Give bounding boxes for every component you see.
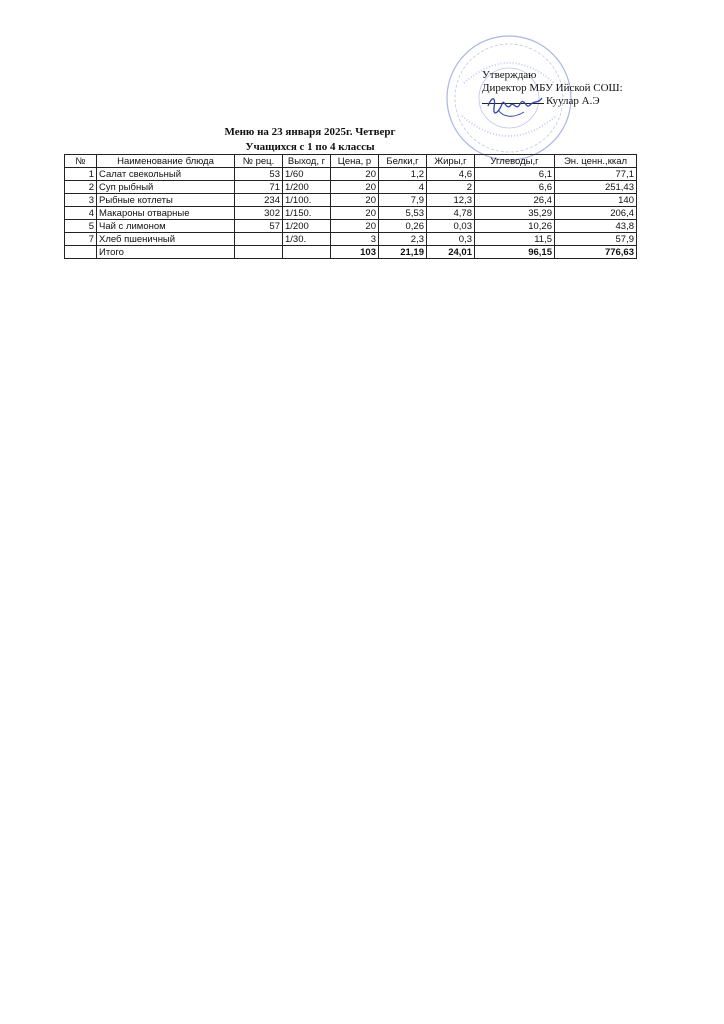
cell-empty	[65, 246, 97, 259]
cell-protein: 0,26	[379, 220, 427, 233]
cell-fat: 0,3	[427, 233, 475, 246]
cell-energy: 77,1	[555, 168, 637, 181]
cell-yield: 1/60	[283, 168, 331, 181]
table-row	[65, 220, 637, 233]
cell-energy: 140	[555, 194, 637, 207]
cell-price: 3	[331, 233, 379, 246]
title-audience: Учащихся с 1 по 4 классы	[245, 141, 375, 153]
cell-dish: Чай с лимоном	[97, 220, 235, 233]
cell-yield: 1/200	[283, 220, 331, 233]
cell-recipe: 53	[235, 168, 283, 181]
cell-price: 20	[331, 220, 379, 233]
cell-fat: 12,3	[427, 194, 475, 207]
cell-energy: 43,8	[555, 220, 637, 233]
cell-carbs: 35,29	[475, 207, 555, 220]
cell-empty	[283, 246, 331, 259]
col-header-recipe: № рец.	[235, 155, 283, 168]
table-row	[65, 168, 637, 181]
approval-position: Директор МБУ Ийской СОШ:	[482, 81, 623, 94]
cell-price: 20	[331, 194, 379, 207]
cell-dish: Рыбные котлеты	[97, 194, 235, 207]
cell-energy: 251,43	[555, 181, 637, 194]
menu-table	[64, 154, 637, 259]
table-header-row	[65, 155, 637, 168]
cell-fat: 2	[427, 181, 475, 194]
cell-total-fat: 24,01	[427, 246, 475, 259]
cell-yield: 1/150.	[283, 207, 331, 220]
cell-number: 4	[65, 207, 97, 220]
cell-protein: 5,53	[379, 207, 427, 220]
cell-energy: 57,9	[555, 233, 637, 246]
cell-recipe: 302	[235, 207, 283, 220]
cell-yield: 1/30.	[283, 233, 331, 246]
cell-total-energy: 776,63	[555, 246, 637, 259]
cell-carbs: 6,1	[475, 168, 555, 181]
cell-recipe: 57	[235, 220, 283, 233]
cell-dish: Макароны отварные	[97, 207, 235, 220]
cell-fat: 4,78	[427, 207, 475, 220]
approval-signatory-name: Куулар А.Э	[546, 95, 600, 107]
cell-carbs: 11,5	[475, 233, 555, 246]
table-row	[65, 233, 637, 246]
cell-fat: 4,6	[427, 168, 475, 181]
cell-price: 20	[331, 181, 379, 194]
col-header-protein: Белки,г	[379, 155, 427, 168]
cell-number: 7	[65, 233, 97, 246]
col-header-yield: Выход, г	[283, 155, 331, 168]
cell-protein: 1,2	[379, 168, 427, 181]
cell-carbs: 10,26	[475, 220, 555, 233]
cell-yield: 1/100.	[283, 194, 331, 207]
col-header-fat: Жиры,г	[427, 155, 475, 168]
cell-yield: 1/200	[283, 181, 331, 194]
cell-total-carbs: 96,15	[475, 246, 555, 259]
col-header-carbs: Углеводы,г	[475, 155, 555, 168]
cell-protein: 7,9	[379, 194, 427, 207]
cell-carbs: 26,4	[475, 194, 555, 207]
cell-recipe	[235, 233, 283, 246]
cell-number: 1	[65, 168, 97, 181]
approval-heading: Утверждаю	[482, 69, 537, 81]
cell-dish: Суп рыбный	[97, 181, 235, 194]
cell-fat: 0,03	[427, 220, 475, 233]
cell-total-price: 103	[331, 246, 379, 259]
document-title	[210, 125, 410, 155]
cell-dish: Салат свекольный	[97, 168, 235, 181]
col-header-price: Цена, р	[331, 155, 379, 168]
handwritten-signature	[484, 88, 546, 122]
table-row	[65, 194, 637, 207]
cell-carbs: 6,6	[475, 181, 555, 194]
cell-energy: 206,4	[555, 207, 637, 220]
cell-number: 5	[65, 220, 97, 233]
cell-empty	[235, 246, 283, 259]
table-row	[65, 181, 637, 194]
cell-number: 2	[65, 181, 97, 194]
cell-price: 20	[331, 207, 379, 220]
cell-number: 3	[65, 194, 97, 207]
title-date: Меню на 23 января 2025г. Четверг	[224, 126, 396, 138]
col-header-dish: Наименование блюда	[97, 155, 235, 168]
cell-protein: 4	[379, 181, 427, 194]
cell-total-label: Итого	[97, 246, 235, 259]
cell-dish: Хлеб пшеничный	[97, 233, 235, 246]
cell-protein: 2,3	[379, 233, 427, 246]
cell-recipe: 71	[235, 181, 283, 194]
table-total-row	[65, 246, 637, 259]
col-header-energy: Эн. ценн.,ккал	[555, 155, 637, 168]
cell-price: 20	[331, 168, 379, 181]
col-header-number: №	[65, 155, 97, 168]
cell-recipe: 234	[235, 194, 283, 207]
cell-total-protein: 21,19	[379, 246, 427, 259]
table-row	[65, 207, 637, 220]
